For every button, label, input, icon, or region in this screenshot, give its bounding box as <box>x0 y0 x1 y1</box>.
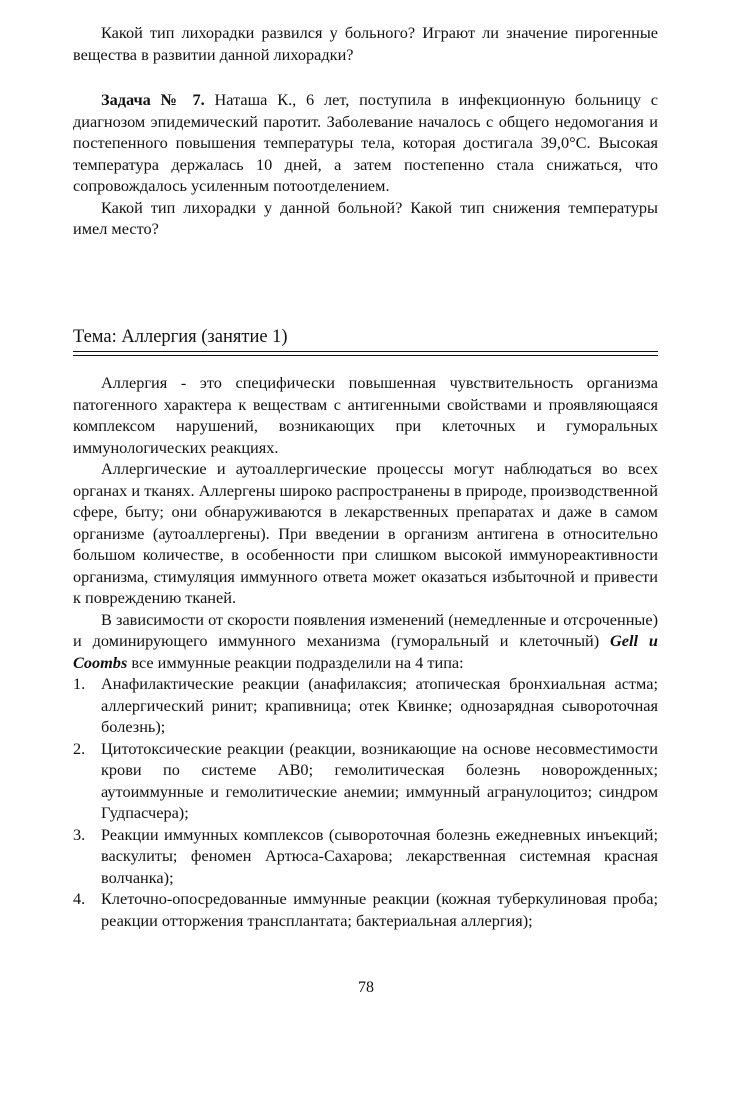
heading-rule-bottom <box>73 355 658 356</box>
page-number: 78 <box>358 979 374 996</box>
list-item: 1. Анафилактические реакции (анафилаксия; атопическая бронхиальная астма; аллергический ринит; крапивница; отек Квинке; однозарядная сывороточная болезнь); <box>73 674 658 736</box>
section-title: Тема: Аллергия (занятие 1) <box>73 327 288 347</box>
definition-paragraph: Аллергия - это специфически повышенная чувствительность организма патогенного характера к веществам с антигенными свойствами и проявляющаяся комплексом нарушений, возникающих при клеточных и гуморальных иммунологических реакциях. <box>73 373 658 457</box>
task-paragraph <box>73 89 658 197</box>
question-paragraph-1: Какой тип лихорадки развился у больного? Играют ли значение пирогенные вещества в развитии данной лихорадки? <box>73 23 658 64</box>
list-item: 2. Цитотоксические реакции (реакции, возникающие на основе несовместимости крови по системе АВ0; гемолитическая болезнь новорожденных; аутоиммунные и гемолитические анемии; иммунный агранулоцитоз; синдром Гудпасчера); <box>73 738 658 822</box>
top-section <box>73 22 658 240</box>
list-item: 3. Реакции иммунных комплексов (сывороточная болезнь ежедневных инъекций; васкулиты; феномен Артюса-Сахарова; лекарственная системная красная волчанка); <box>73 824 658 887</box>
question-paragraph-2: Какой тип лихорадки у данной больной? Какой тип снижения температуры имел место? <box>73 197 658 238</box>
section-heading <box>73 325 658 356</box>
reaction-types-list <box>73 673 658 931</box>
task-text: Наташа К., 6 лет, поступила в инфекционную больницу с диагнозом эпидемический паротит. Заболевание началось с общего недомогания и постепенного повышения температуры тела, которая достигала 39,0°С. Высокая температура держалась 10 дней, а затем постепенно стала снижаться, что сопровождалось усиленным потоотделением. <box>73 90 658 195</box>
heading-rule-top <box>73 351 658 352</box>
task-label: Задача № 7. <box>101 90 205 109</box>
authors-name: Gell и Coombs <box>73 631 658 672</box>
list-item: 4. Клеточно-опосредованные иммунные реакции (кожная туберкулиновая проба; реакции отторжения трансплантата; бактериальная аллергия); <box>73 889 658 930</box>
allergens-paragraph: Аллергические и аутоаллергические процессы могут наблюдаться во всех органах и тканях. Аллергены широко распространены в природе, производственной сфере, быту; они обнаруживаются в лекарственных препаратах и даже в самом организме (аутоаллергены). При введении в организм антигена в относительно большом количестве, в особенности при слишком высокой иммунореактивности организма, стимуляция иммунного ответа может оказаться избыточной и привести к повреждению тканей. <box>73 459 658 607</box>
main-body <box>73 372 658 931</box>
classification-paragraph: В зависимости от скорости появления изменений (немедленные и отсроченные) и доминирующего иммунного механизма (гуморальный и клеточный) Gell и Coombs все иммунные реакции подразделили на 4 типа: <box>73 609 658 672</box>
